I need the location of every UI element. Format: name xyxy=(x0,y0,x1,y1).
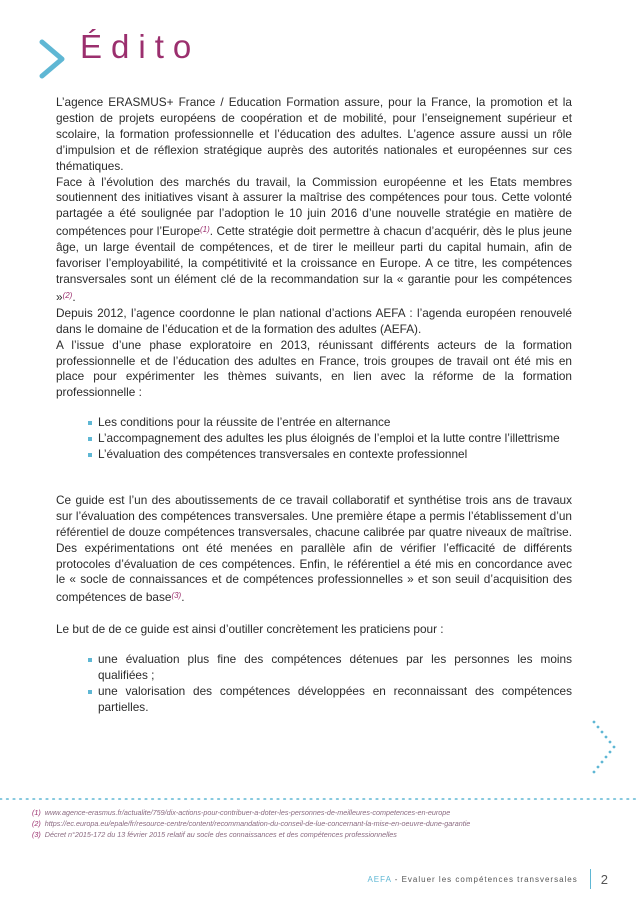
footnote-3 xyxy=(32,829,622,840)
footnote-link[interactable]: https://ec.europa.eu/epale/fr/resource-centre/content/recommandation-du-conseil-de-lue-concernant-la-mise-en-oeuvre-dune-garantie xyxy=(44,819,471,828)
paragraph-exploratory: A l’issue d’une phase exploratoire en 2013, réunissant différents acteurs de la formation professionnelle et de l’éducation des adultes en France, trois groupes de travail ont été mis en place pour expérimenter les thèmes suivants, en lien avec la réforme de la formation professionnelle : xyxy=(56,337,572,400)
footnote-2 xyxy=(32,818,622,829)
page-title: Édito xyxy=(80,28,201,65)
footer-separator: - xyxy=(391,874,402,884)
footnote-number: (1) xyxy=(32,808,41,817)
goal-list xyxy=(56,652,572,716)
paragraph-strategy xyxy=(56,175,572,306)
footer-title: Evaluer les compétences transversales xyxy=(401,874,578,884)
footnote-1 xyxy=(32,807,622,818)
list-item: une valorisation des compétences développées en reconnaissant des compétences partielles. xyxy=(88,684,572,716)
footnotes xyxy=(32,807,622,840)
paragraph-strategy-part3: . xyxy=(72,289,76,304)
paragraph-goal: Le but de de ce guide est ainsi d’outiller concrètement les praticiens pour : xyxy=(56,622,444,637)
list-item: L’accompagnement des adultes les plus éloignés de l’emploi et la lutte contre l’illettrisme xyxy=(88,431,572,447)
workgroup-list xyxy=(56,415,572,463)
footnote-number: (2) xyxy=(32,819,41,828)
page-footer xyxy=(367,869,608,889)
edito-body xyxy=(56,95,572,730)
chevron-right-icon xyxy=(34,39,70,79)
list-item: Les conditions pour la réussite de l’entrée en alternance xyxy=(88,415,572,431)
paragraph-strategy-part1: Face à l’évolution des marchés du travail, la Commission européenne et les Etats membres soutiennent des initiatives visant à assurer la maîtrise des compétences pour tous. Cette volonté partagée a été soulignée par l’adoption le 10 juin 2016 d’une nouvelle stratégie en matière de compétences pour l’Europe xyxy=(56,174,572,239)
footnote-ref-3: (3) xyxy=(171,591,182,601)
footnote-number: (3) xyxy=(32,830,41,839)
footnote-link[interactable]: www.agence-erasmus.fr/actualite/759/dix-actions-pour-contribuer-a-doter-les-personnes-de-meilleures-competences-en-europe xyxy=(44,808,451,817)
footnote-text: Décret n°2015-172 du 13 février 2015 relatif au socle des connaissances et des compétences professionnelles xyxy=(44,830,397,839)
list-item: une évaluation plus fine des compétences détenues par les personnes les moins qualifiées ; xyxy=(88,652,572,684)
footer-label xyxy=(367,875,577,884)
dotted-divider xyxy=(0,797,638,801)
paragraph-aefa: Depuis 2012, l’agence coordonne le plan national d’actions AEFA : l’agenda européen renouvelé dans le domaine de l’éducation et de la formation des adultes (AEFA). xyxy=(56,305,572,336)
paragraph-intro: L’agence ERASMUS+ France / Education Formation assure, pour la France, la promotion et la gestion de projets européens de coopération et de mobilité, pour l’enseignement supérieur et scolaire, la formation professionnelle et l’éducation des adultes. L’agence assure aussi un rôle d’impulsion et de réflexion stratégique auprès des autorités nationales et européennes sur ces thématiques. xyxy=(56,95,572,173)
paragraph-strategy-part2: . Cette stratégie doit permettre à chacun d’acquérir, dès le plus jeune âge, un large éventail de compétences, et de tirer le meilleur parti du capital humain, afin de favoriser l’employabilité, la compétitivité et la croissance en Europe. A ce titre, les compétences transversales sont un élément clé de la recommandation sur la « garantie pour les compétences » xyxy=(56,224,572,304)
footer-divider xyxy=(590,869,591,889)
list-item: L’évaluation des compétences transversales en contexte professionnel xyxy=(88,447,572,463)
paragraph-guide-part1: Ce guide est l’un des aboutissements de ce travail collaboratif et synthétise trois ans de travaux sur l’évaluation des compétences transversales. Une première étape a permis l’établissement d’un référentiel de douze compétences transversales, chacune calibrée par quatre niveaux de maîtrise. Des expérimentations ont été menées en parallèle afin de vérifier l’efficacité de différents protocoles d’évaluation de ces compétences. Enfin, le référentiel a été mis en concordance avec le « socle de connaissances et de compétences professionnelles » et son seuil d’acquisition des compétences de base xyxy=(56,492,572,605)
dotted-chevron-icon xyxy=(590,718,620,778)
paragraph-guide-part2: . xyxy=(181,590,185,605)
footnote-ref-2: (2) xyxy=(62,290,73,300)
paragraph-guide xyxy=(56,493,572,606)
footnote-ref-1: (1) xyxy=(200,225,210,235)
footer-brand: AEFA xyxy=(367,874,392,884)
page-number: 2 xyxy=(600,871,608,887)
